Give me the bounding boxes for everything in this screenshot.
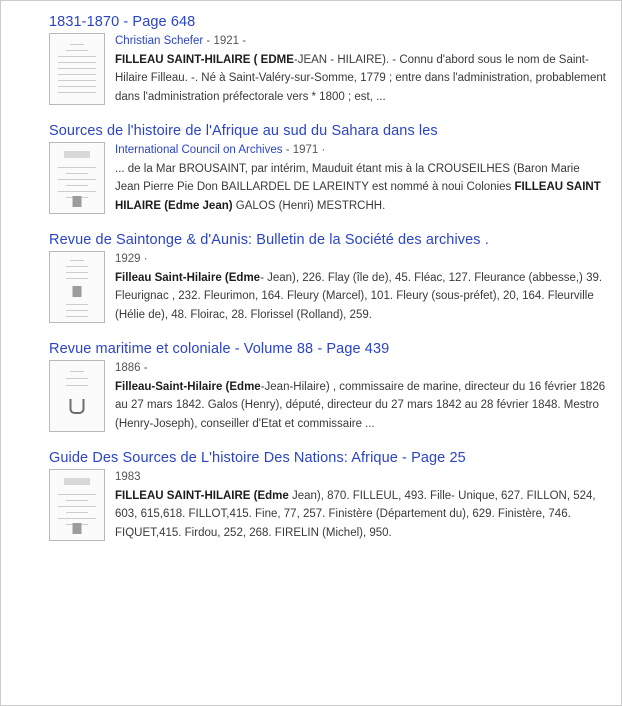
snippet-line — [115, 505, 607, 524]
thumb-line — [58, 62, 96, 63]
thumb-line — [66, 185, 88, 186]
result-date: - 1921 - — [206, 35, 247, 47]
result-snippet — [115, 249, 607, 324]
result-body — [15, 31, 607, 106]
thumb-line — [58, 92, 96, 93]
snippet-line — [115, 287, 607, 306]
result-body — [15, 358, 607, 433]
snippet-text: Jean Pierre Pie Don BAILLARDEL DE LAREINTY est nommé à noui Colonies — [115, 181, 515, 193]
snippet-text: dans l'administration préfectorale vers * 1800 ; est, ... — [115, 90, 386, 103]
thumb-mark — [73, 523, 82, 534]
search-result — [15, 122, 607, 215]
snippet-line — [115, 69, 607, 88]
result-snippet — [115, 31, 607, 106]
snippet-line — [115, 524, 607, 543]
thumb-line — [66, 316, 88, 317]
snippet-highlight: Filleau-Saint-Hilaire (Edme — [115, 380, 261, 393]
snippet-text: (Hélie de), 48. Floirac, 28. Florissel (Rolland), 259. — [115, 308, 372, 321]
thumb-block — [64, 151, 90, 158]
result-date: 1929 · — [115, 253, 148, 265]
snippet-line — [115, 160, 607, 179]
thumb-mark — [73, 196, 82, 207]
result-title-link[interactable]: Sources de l'histoire de l'Afrique au sud du Sahara dans les — [49, 123, 438, 139]
thumb-line — [70, 371, 84, 372]
snippet-text: - Jean), 226. Flay (île de), 45. Fléac, 127. Fleurance (abbesse,) 39. — [260, 271, 603, 284]
results-list — [1, 1, 621, 542]
snippet-line — [115, 415, 607, 434]
result-body — [15, 467, 607, 542]
thumb-line — [66, 385, 88, 386]
result-thumbnail[interactable] — [49, 360, 105, 432]
snippet-line — [115, 178, 607, 197]
result-snippet — [115, 467, 607, 542]
snippet-highlight: HILAIRE (Edme Jean) — [115, 199, 233, 212]
snippet-text: -JEAN - HILAIRE). - Connu d'abord sous le nom de Saint- — [293, 53, 589, 66]
thumb-line — [70, 260, 84, 261]
snippet-text: (Henry-Joseph), conseiller d'Etat et commissaire ... — [115, 417, 375, 430]
result-body — [15, 140, 607, 215]
search-result — [15, 13, 607, 106]
thumb-line — [66, 272, 88, 273]
result-body — [15, 249, 607, 324]
thumb-line — [58, 167, 96, 168]
snippet-line — [115, 197, 607, 216]
thumb-line — [58, 86, 96, 87]
search-result — [15, 340, 607, 433]
snippet-text: ... de la Mar BROUSAINT, par intérim, Mauduit étant mis à la CROUSEILHES (Baron Marie — [115, 162, 580, 175]
snippet-text: au 27 mars 1842. Galos (Henry), député, directeur du 27 mars 1842 au 28 février 1848. Mestro — [115, 399, 599, 411]
thumb-line — [66, 50, 88, 51]
thumb-line — [66, 266, 88, 267]
thumb-line — [66, 310, 88, 311]
thumb-line — [70, 44, 84, 45]
result-title-link[interactable]: Revue de Saintonge & d'Aunis: Bulletin de la Société des archives . — [49, 232, 489, 248]
thumb-anchor-icon — [70, 399, 85, 414]
snippet-text: GALOS (Henri) MESTRCHH. — [232, 199, 386, 212]
result-metadata — [115, 250, 607, 269]
thumb-line — [58, 518, 96, 519]
search-result — [15, 231, 607, 324]
snippet-highlight: Filleau Saint-Hilaire (Edme — [115, 271, 261, 284]
thumb-line — [58, 80, 96, 81]
snippet-line — [115, 378, 607, 397]
result-author-link[interactable]: International Council on Archives — [115, 144, 283, 156]
result-metadata — [115, 32, 607, 51]
result-metadata — [115, 359, 607, 378]
snippet-line — [115, 396, 607, 415]
thumb-line — [66, 278, 88, 279]
thumb-block — [64, 478, 90, 485]
thumb-line — [58, 494, 96, 495]
result-date: 1983 — [115, 471, 141, 483]
result-date: - 1971 · — [285, 144, 326, 156]
result-author-link[interactable]: Christian Schefer — [115, 35, 204, 47]
thumb-line — [58, 506, 96, 507]
snippet-text: -Jean-Hilaire) , commissaire de marine, directeur du 16 février 1826 — [260, 380, 606, 393]
thumb-line — [58, 74, 96, 75]
thumb-line — [66, 304, 88, 305]
result-thumbnail[interactable] — [49, 469, 105, 541]
thumb-line — [58, 179, 96, 180]
result-thumbnail[interactable] — [49, 33, 105, 105]
snippet-line — [115, 51, 607, 70]
result-title-link[interactable]: 1831-1870 - Page 648 — [49, 14, 196, 30]
thumb-mark — [73, 286, 82, 297]
result-title-link[interactable]: Revue maritime et coloniale - Volume 88 - Page 439 — [49, 341, 390, 357]
thumb-line — [58, 68, 96, 69]
snippet-text: Hilaire Filleau. -. Né à Saint-Valéry-sur-Somme, 1779 ; entre dans l'administration, probablement — [115, 72, 606, 84]
result-date: 1886 - — [115, 362, 148, 374]
snippet-highlight: FILLEAU SAINT-HILAIRE ( EDME — [115, 53, 294, 66]
snippet-line — [115, 88, 607, 107]
snippet-highlight: FILLEAU SAINT — [514, 181, 601, 193]
snippet-text: 603, 615,618. FILLOT,415. Fine, 77, 257. Finistère (Département du), 629. Finistère, 746. — [115, 508, 571, 520]
search-result — [15, 449, 607, 542]
thumb-line — [58, 191, 96, 192]
result-snippet — [115, 140, 607, 215]
result-metadata — [115, 468, 607, 487]
thumb-line — [66, 512, 88, 513]
snippet-line — [115, 306, 607, 325]
snippet-text: Jean), 870. FILLEUL, 493. Fille- Unique, 627. FILLON, 524, — [288, 489, 596, 502]
result-title-link[interactable]: Guide Des Sources de L'histoire Des Nations: Afrique - Page 25 — [49, 450, 466, 466]
result-metadata — [115, 141, 607, 160]
snippet-line — [115, 487, 607, 506]
snippet-text: FIQUET,415. Firdou, 252, 268. FIRELIN (Michel), 950. — [115, 526, 392, 539]
snippet-line — [115, 269, 607, 288]
thumb-line — [66, 173, 88, 174]
snippet-highlight: FILLEAU SAINT-HILAIRE (Edme — [115, 489, 289, 502]
thumb-line — [66, 500, 88, 501]
result-thumbnail[interactable] — [49, 251, 105, 323]
thumb-line — [58, 56, 96, 57]
result-thumbnail[interactable] — [49, 142, 105, 214]
result-snippet — [115, 358, 607, 433]
thumb-line — [66, 378, 88, 379]
snippet-text: Fleurignac , 232. Fleurimon, 164. Fleury (Marcel), 101. Fleury (sous-préfet), 20, 164. Fleurville — [115, 290, 594, 302]
